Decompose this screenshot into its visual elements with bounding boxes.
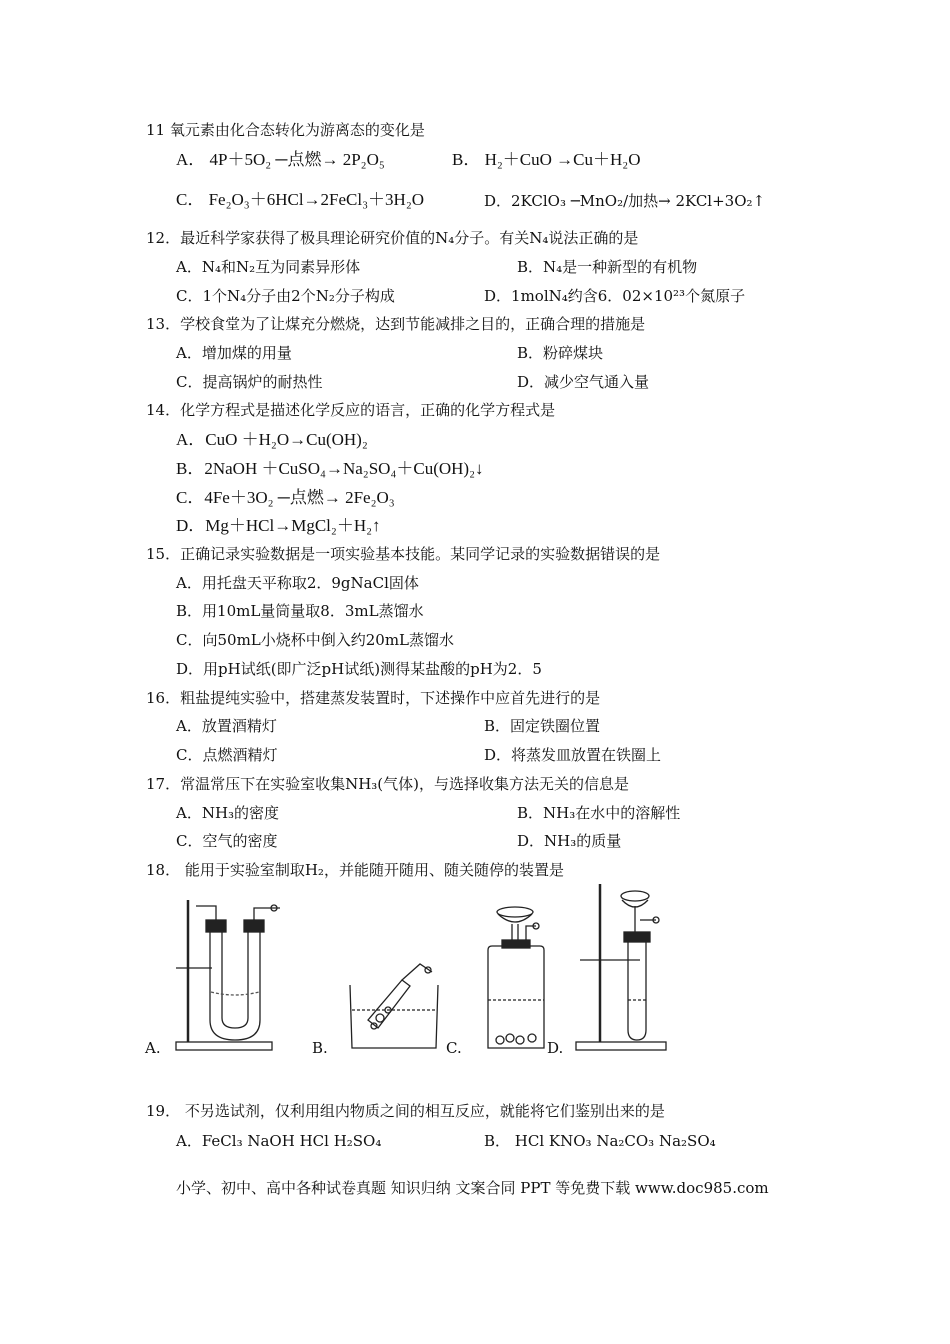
q17-option-b: B．NH₃在水中的溶解性 — [517, 804, 681, 822]
q11-option-a: A． 4P＋5O₂ ─点燃→ 2P₂O₅ — [176, 150, 385, 169]
q12-option-d: D．1molN₄约含6．02×10²³个氮原子 — [484, 287, 746, 305]
apparatus-b — [350, 964, 438, 1048]
q17-option-d: D．NH₃的质量 — [517, 832, 622, 850]
q15-option-d: D．用pH试纸(即广泛pH试纸)测得某盐酸的pH为2．5 — [176, 660, 542, 678]
q17-stem: 17．常温常压下在实验室收集NH₃(气体)，与选择收集方法无关的信息是 — [146, 775, 630, 793]
apparatus-label-c: C. — [446, 1039, 462, 1057]
apparatus-label-a: A. — [145, 1039, 161, 1057]
q14-option-d: D．Mg＋HCl→MgCl₂＋H₂↑ — [176, 516, 381, 535]
q18-stem: 18． 能用于实验室制取H₂，并能随开随用、随关随停的装置是 — [146, 861, 564, 879]
q17-option-c: C．空气的密度 — [176, 832, 278, 850]
q15-option-c: C．向50mL小烧杯中倒入约20mL蒸馏水 — [176, 631, 455, 649]
q15-option-a: A．用托盘天平称取2．9gNaCl固体 — [176, 574, 419, 592]
q11-stem: 11 氧元素由化合态转化为游离态的变化是 — [146, 121, 425, 139]
q19-stem: 19． 不另选试剂，仅利用组内物质之间的相互反应，就能将它们鉴别出来的是 — [146, 1102, 665, 1120]
q15-option-b: B．用10mL量筒量取8．3mL蒸馏水 — [176, 602, 424, 620]
q13-option-d: D．减少空气通入量 — [517, 373, 650, 391]
q13-option-b: B．粉碎煤块 — [517, 344, 604, 362]
q14-option-a: A．CuO ＋H₂O→Cu(OH)₂ — [176, 430, 368, 449]
apparatus-figure — [140, 880, 680, 1060]
apparatus-c — [488, 907, 544, 1048]
q12-option-c: C．1个N₄分子由2个N₂分子构成 — [176, 287, 395, 305]
q11-option-c: C． Fe₂O₃＋6HCl→2FeCl₃＋3H₂O — [176, 190, 425, 209]
q19-option-a: A．FeCl₃ NaOH HCl H₂SO₄ — [176, 1132, 382, 1150]
page-footer: 小学、初中、高中各种试卷真题 知识归纳 文案合同 PPT 等免费下载 www.doc985.com — [176, 1179, 769, 1197]
q19-option-b: B． HCl KNO₃ Na₂CO₃ Na₂SO₄ — [484, 1132, 716, 1150]
q16-option-b: B．固定铁圈位置 — [484, 717, 601, 735]
q13-stem: 13．学校食堂为了让煤充分燃烧，达到节能减排之目的，正确合理的措施是 — [146, 315, 646, 333]
q12-option-b: B．N₄是一种新型的有机物 — [517, 258, 698, 276]
apparatus-svg — [140, 880, 680, 1060]
q11-option-b: B． H₂＋CuO →Cu＋H₂O — [452, 150, 641, 169]
q16-option-c: C．点燃酒精灯 — [176, 746, 278, 764]
q12-stem: 12．最近科学家获得了极具理论研究价值的N₄分子。有关N₄说法正确的是 — [146, 229, 639, 247]
q13-option-c: C．提高锅炉的耐热性 — [176, 373, 323, 391]
q14-option-c: C．4Fe＋3O₂ ─点燃→ 2Fe₂O₃ — [176, 488, 395, 507]
q16-stem: 16．粗盐提纯实验中，搭建蒸发装置时，下述操作中应首先进行的是 — [146, 689, 601, 707]
apparatus-label-b: B. — [312, 1039, 328, 1057]
q17-option-a: A．NH₃的密度 — [176, 804, 280, 822]
q11-option-d: D．2KClO₃ ─MnO₂/加热→ 2KCl+3O₂↑ — [484, 192, 766, 210]
apparatus-label-d: D. — [547, 1039, 564, 1057]
q16-option-a: A．放置酒精灯 — [176, 717, 277, 735]
q12-option-a: A．N₄和N₂互为同素异形体 — [176, 258, 361, 276]
q16-option-d: D．将蒸发皿放置在铁圈上 — [484, 746, 662, 764]
q14-option-b: B．2NaOH ＋CuSO₄→Na₂SO₄＋Cu(OH)₂↓ — [176, 459, 484, 478]
apparatus-a — [176, 900, 280, 1050]
q15-stem: 15．正确记录实验数据是一项实验基本技能。某同学记录的实验数据错误的是 — [146, 545, 661, 563]
apparatus-d — [576, 884, 666, 1050]
q14-stem: 14．化学方程式是描述化学反应的语言，正确的化学方程式是 — [146, 401, 556, 419]
q13-option-a: A．增加煤的用量 — [176, 344, 292, 362]
